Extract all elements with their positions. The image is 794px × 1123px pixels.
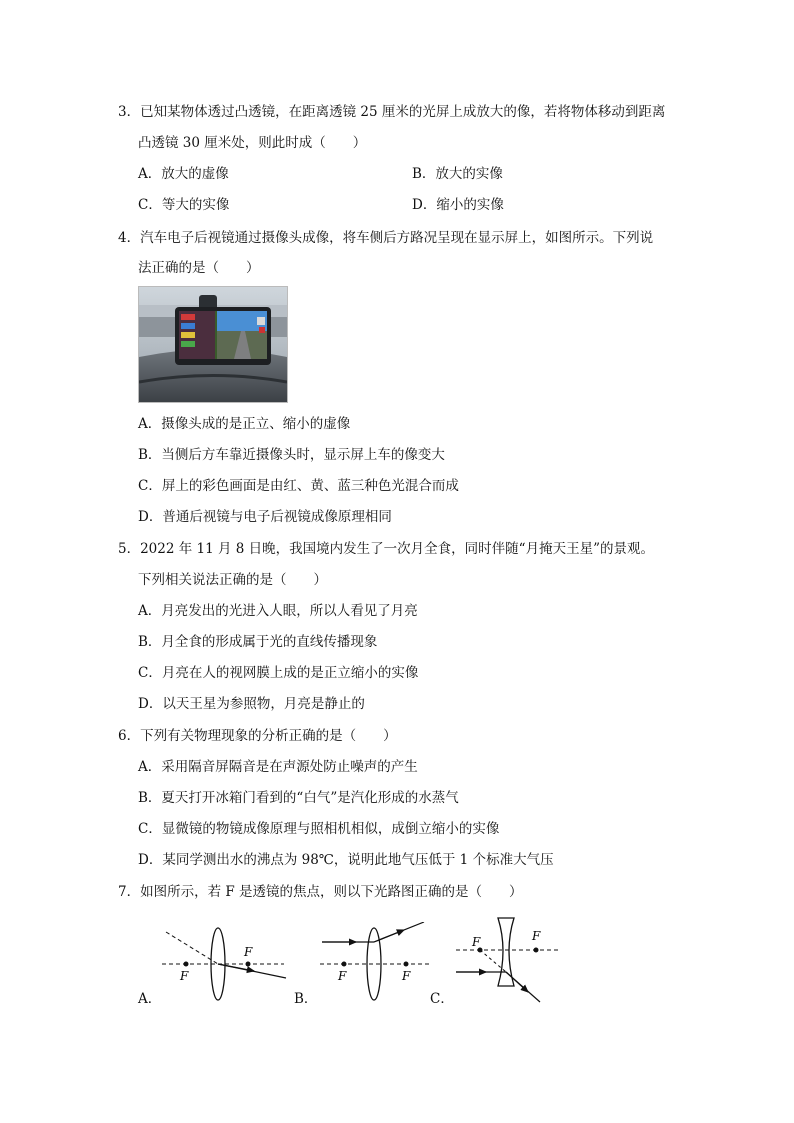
q3-option-a: A．放大的虚像 (138, 166, 229, 182)
q5-number: 5． (118, 541, 141, 557)
q3-number: 3． (118, 104, 141, 120)
figure-b-convex-lens (316, 922, 436, 1004)
q4-option-d: D．普通后视镜与电子后视镜成像原理相同 (138, 509, 392, 525)
q7-option-b: B． (294, 991, 318, 1007)
q5-option-d: D．以天王星为参照物，月亮是静止的 (138, 696, 365, 712)
q5-stem-2: 下列相关说法正确的是（ ） (138, 572, 327, 588)
q6-option-c: C．显微镜的物镜成像原理与照相机相似，成倒立缩小的实像 (138, 821, 500, 837)
q4-line-1 (118, 229, 653, 247)
q5-option-a: A．月亮发出的光进入人眼，所以人看见了月亮 (138, 603, 418, 619)
q3-option-b: B．放大的实像 (412, 166, 503, 182)
q4-option-c: C．屏上的彩色画面是由红、黄、蓝三种色光混合而成 (138, 478, 459, 494)
figure-c-concave-lens (452, 914, 562, 1006)
focus-point-right (404, 962, 409, 967)
car-dashboard-photo (138, 286, 288, 403)
q5-line-1 (118, 540, 654, 558)
q6-option-d: D．某同学测出水的沸点为 98℃，说明此地气压低于 1 个标准大气压 (138, 852, 554, 868)
q7-number: 7． (118, 884, 141, 900)
q6-option-b: B．夏天打开冰箱门看到的“白气”是汽化形成的水蒸气 (138, 790, 459, 806)
q3-stem-2: 凸透镜 30 厘米处，则此时成（ ） (138, 135, 367, 151)
focus-point-left (184, 962, 189, 967)
q4-number: 4． (118, 230, 141, 246)
focus-label-right: F (532, 929, 541, 943)
q5-option-b: B．月全食的形成属于光的直线传播现象 (138, 634, 378, 650)
focus-label-left: F (338, 969, 347, 983)
q6-stem-1: 下列有关物理现象的分析正确的是（ ） (140, 728, 397, 744)
q6-line-1 (118, 727, 397, 745)
focus-label-left: F (472, 935, 481, 949)
q3-line-1 (118, 103, 665, 121)
figure-a-convex-lens (158, 922, 288, 1004)
q4-option-b: B．当侧后方车靠近摄像头时，显示屏上车的像变大 (138, 447, 445, 463)
q4-stem-1: 汽车电子后视镜通过摄像头成像，将车侧后方路况呈现在显示屏上，如图所示。下列说 (140, 230, 654, 246)
q4-stem-2: 法正确的是（ ） (138, 260, 260, 276)
incident-ray (166, 932, 218, 964)
focus-point-right (246, 962, 251, 967)
q6-option-a: A．采用隔音屏隔音是在声源处防止噪声的产生 (138, 759, 418, 775)
q3-stem-1: 已知某物体透过凸透镜，在距离透镜 25 厘米的光屏上成放大的像，若将物体移动到距离 (140, 104, 666, 120)
focus-point-left (342, 962, 347, 967)
q7-stem-1: 如图所示，若 F 是透镜的焦点，则以下光路图正确的是（ ） (140, 884, 523, 900)
car-dashboard-illustration (139, 287, 287, 402)
concave-lens (498, 918, 514, 986)
focus-point-right (534, 948, 539, 953)
q5-stem-1: 2022 年 11 月 8 日晚，我国境内发生了一次月全食，同时伴随“月掩天王星”的景观。 (140, 541, 654, 557)
q3-option-c: C．等大的实像 (138, 197, 230, 213)
q3-option-d: D．缩小的实像 (412, 197, 504, 213)
focus-label-left: F (180, 969, 189, 983)
q4-option-a: A．摄像头成的是正立、缩小的虚像 (138, 416, 351, 432)
q7-option-c: C． (430, 991, 454, 1007)
q6-number: 6． (118, 728, 141, 744)
focus-label-right: F (244, 945, 253, 959)
q7-option-a: A． (138, 991, 162, 1007)
q5-option-c: C．月亮在人的视网膜上成的是正立缩小的实像 (138, 665, 419, 681)
q7-line-1 (118, 883, 523, 901)
focus-label-right: F (402, 969, 411, 983)
